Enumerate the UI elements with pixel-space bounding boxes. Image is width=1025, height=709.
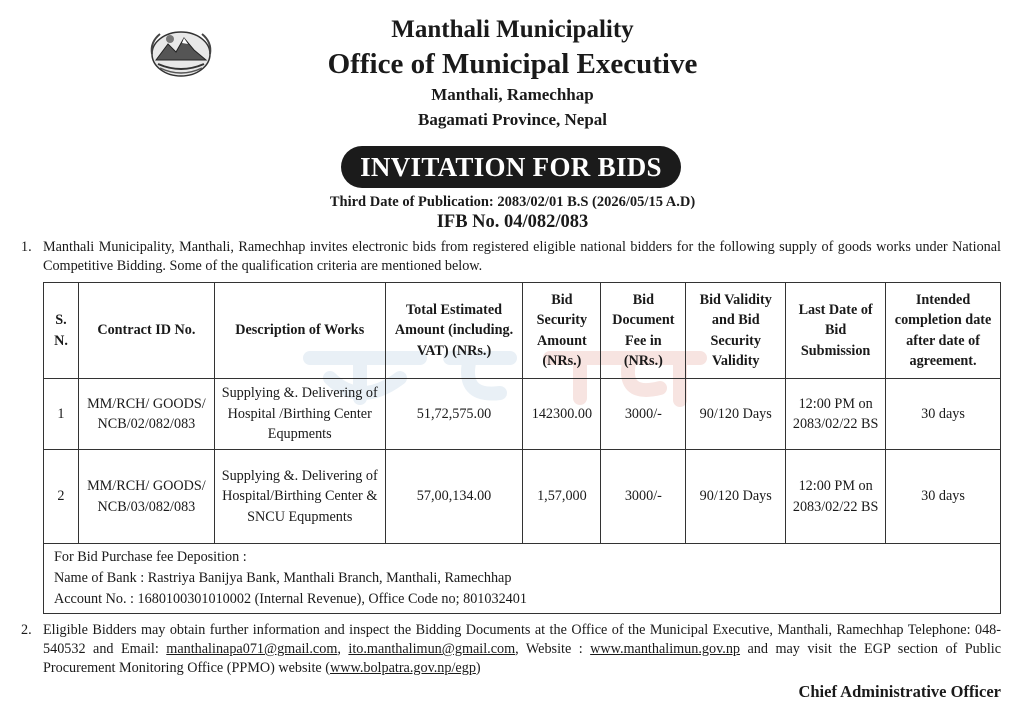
cell-last-date: 12:00 PM on 2083/02/22 BS bbox=[786, 450, 886, 544]
paragraph-2-text-3: ) bbox=[475, 660, 481, 676]
table-header-row bbox=[44, 283, 1001, 379]
cell-contract-id: MM/RCH/ GOODS/ NCB/02/082/083 bbox=[78, 379, 214, 450]
header-validity: Bid Validity and Bid Security Validity bbox=[686, 283, 786, 379]
paragraph-2-sep-2: , Website : bbox=[515, 641, 591, 657]
document-header bbox=[0, 14, 1025, 132]
paragraph-2 bbox=[21, 621, 1002, 678]
address-line-1: Manthali, Ramechhap bbox=[431, 85, 594, 104]
email-link-1[interactable]: manthalinapa071@gmail.com bbox=[166, 641, 338, 657]
website-link[interactable]: www.manthalimun.gov.np bbox=[590, 641, 741, 657]
paragraph-2-text-2: and may visit the EGP section of Public Procurement Monitoring Office (PPMO) website ( bbox=[43, 641, 1002, 676]
header-document-fee: Bid Document Fee in (NRs.) bbox=[601, 283, 686, 379]
header-description: Description of Works bbox=[214, 283, 385, 379]
cell-sn: 2 bbox=[44, 450, 79, 544]
cell-bid-security: 1,57,000 bbox=[523, 450, 601, 544]
cell-description: Supplying &. Delivering of Hospital/Birthing Center & SNCU Equpments bbox=[214, 450, 385, 544]
cell-document-fee: 3000/- bbox=[601, 379, 686, 450]
paragraph-2-sep-1: , bbox=[337, 641, 349, 657]
header-last-date: Last Date of Bid Submission bbox=[786, 283, 886, 379]
paragraph-2-number: 2. bbox=[21, 622, 32, 638]
address-line-2: Bagamati Province, Nepal bbox=[417, 110, 608, 129]
cell-document-fee: 3000/- bbox=[601, 450, 686, 544]
email-link-2[interactable]: ito.manthalimun@gmail.com bbox=[348, 641, 516, 657]
cell-completion: 30 days bbox=[886, 450, 1001, 544]
cell-validity: 90/120 Days bbox=[686, 450, 786, 544]
ifb-number: IFB No. 04/082/083 bbox=[436, 212, 589, 232]
paragraph-1-number: 1. bbox=[21, 239, 32, 255]
publication-date: Third Date of Publication: 2083/02/01 B.S (2026/05/15 A.D) bbox=[329, 194, 696, 210]
bank-name: Name of Bank : Rastriya Banijya Bank, Manthali Branch, Manthali, Ramechhap bbox=[54, 570, 512, 586]
paragraph-2-text-1: Eligible Bidders may obtain further information and inspect the Bidding Documents at the Office of the Municipal Executive, Manthali, Ramechhap Telephone: 048-540532 and Email: bbox=[43, 622, 1001, 657]
municipality-name: Manthali Municipality bbox=[391, 16, 634, 43]
cell-contract-id: MM/RCH/ GOODS/ NCB/03/082/083 bbox=[78, 450, 214, 544]
cell-validity: 90/120 Days bbox=[686, 379, 786, 450]
header-sn: S. N. bbox=[44, 283, 79, 379]
invitation-banner: INVITATION FOR BIDS bbox=[341, 146, 681, 188]
bank-account: Account No. : 1680100301010002 (Internal Revenue), Office Code no; 801032401 bbox=[54, 591, 527, 607]
paragraph-1 bbox=[21, 238, 1001, 276]
header-bid-security: Bid Security Amount (NRs.) bbox=[523, 283, 601, 379]
cell-estimated-amount: 51,72,575.00 bbox=[385, 379, 523, 450]
cell-description: Supplying &. Delivering of Hospital /Birthing Center Equpments bbox=[214, 379, 385, 450]
header-completion: Intended completion date after date of agreement. bbox=[886, 283, 1001, 379]
ppmo-website-link[interactable]: www.bolpatra.gov.np/egp bbox=[330, 660, 476, 676]
bank-info-cell bbox=[44, 544, 1001, 614]
office-name: Office of Municipal Executive bbox=[327, 48, 698, 80]
cell-sn: 1 bbox=[44, 379, 79, 450]
table-row bbox=[44, 379, 1001, 450]
table-row bbox=[44, 450, 1001, 544]
bank-info-row bbox=[44, 544, 1001, 614]
header-estimated-amount: Total Estimated Amount (including. VAT) (NRs.) bbox=[385, 283, 523, 379]
cell-estimated-amount: 57,00,134.00 bbox=[385, 450, 523, 544]
paragraph-1-text: Manthali Municipality, Manthali, Ramechhap invites electronic bids from registered eligible national bidders for the following supply of goods works under National Competitive Bidding. Some of the qualification criteria are mentioned below. bbox=[43, 239, 1001, 274]
cell-completion: 30 days bbox=[886, 379, 1001, 450]
header-contract-id: Contract ID No. bbox=[78, 283, 214, 379]
bids-table bbox=[43, 282, 1001, 614]
signoff: Chief Administrative Officer bbox=[798, 682, 1001, 701]
cell-bid-security: 142300.00 bbox=[523, 379, 601, 450]
cell-last-date: 12:00 PM on 2083/02/22 BS bbox=[786, 379, 886, 450]
bank-info-heading: For Bid Purchase fee Deposition : bbox=[54, 549, 247, 565]
